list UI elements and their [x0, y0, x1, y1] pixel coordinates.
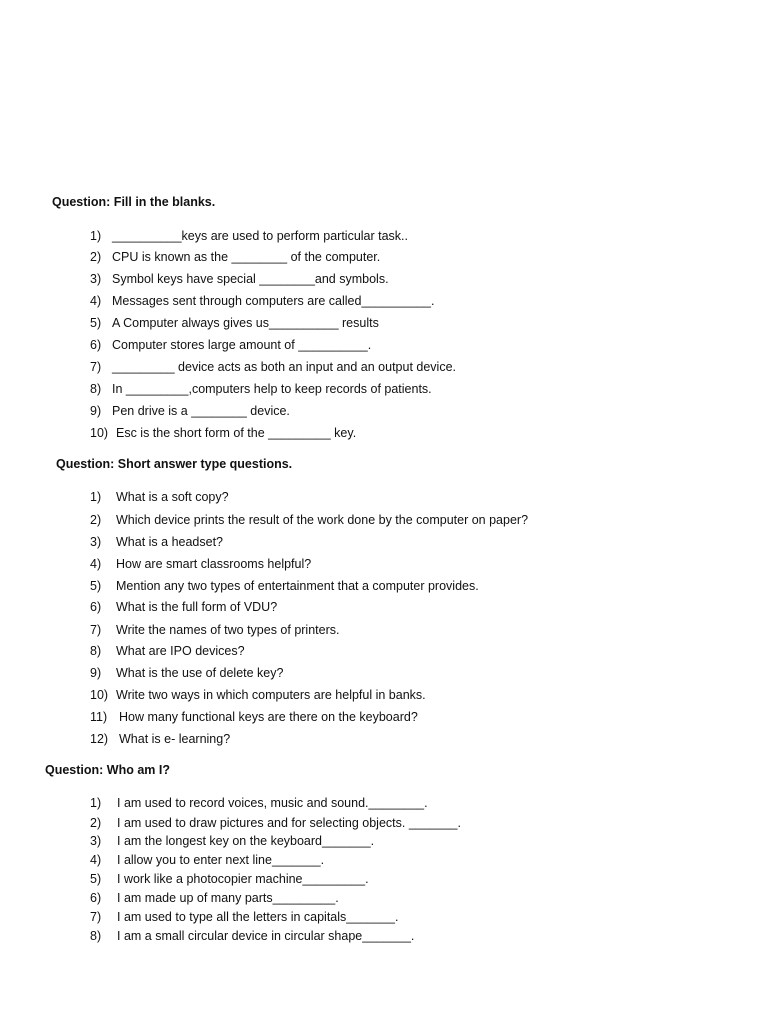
section-heading-who-am-i: Question: Who am I?	[45, 763, 170, 777]
item-number: 9)	[90, 666, 102, 680]
list-item	[90, 577, 479, 595]
list-item	[90, 664, 283, 682]
item-text: What is e- learning?	[119, 732, 231, 746]
item-number: 8)	[90, 929, 102, 943]
list-item	[90, 889, 339, 907]
section-heading-fill-blanks: Question: Fill in the blanks.	[52, 195, 216, 209]
list-item	[90, 794, 428, 812]
list-item	[90, 642, 245, 660]
item-text: Messages sent through computers are called__________.	[112, 294, 435, 308]
item-number: 3)	[90, 272, 102, 286]
item-text: What are IPO devices?	[116, 644, 245, 658]
item-number: 2)	[90, 250, 102, 264]
item-number: 5)	[90, 579, 102, 593]
item-number: 10)	[90, 688, 109, 702]
list-item	[90, 730, 230, 748]
list-item	[90, 511, 528, 529]
item-number: 6)	[90, 338, 102, 352]
item-number: 12)	[90, 732, 109, 746]
item-text: Symbol keys have special ________and symbols.	[112, 272, 389, 286]
list-item	[90, 533, 223, 551]
item-text: I allow you to enter next line_______.	[117, 853, 325, 867]
section-heading-short-answer: Question: Short answer type questions.	[56, 457, 293, 471]
list-item	[90, 402, 290, 420]
item-text: What is a soft copy?	[116, 490, 229, 504]
item-text: In _________,computers help to keep records of patients.	[112, 382, 432, 396]
item-number: 7)	[90, 360, 102, 374]
item-text: I am a small circular device in circular shape_______.	[117, 929, 415, 943]
list-item	[90, 621, 339, 639]
item-text: What is the full form of VDU?	[116, 600, 278, 614]
item-text: CPU is known as the ________ of the computer.	[112, 250, 381, 264]
item-number: 4)	[90, 557, 102, 571]
item-text: How many functional keys are there on the keyboard?	[119, 710, 418, 724]
item-text: A Computer always gives us__________ results	[112, 316, 379, 330]
list-item	[90, 870, 369, 888]
item-text: Mention any two types of entertainment that a computer provides.	[116, 579, 479, 593]
item-number: 9)	[90, 404, 102, 418]
list-item	[90, 314, 379, 332]
list-item	[90, 380, 432, 398]
item-number: 7)	[90, 623, 102, 637]
list-item	[90, 851, 324, 869]
list-item	[90, 927, 414, 945]
item-text: Computer stores large amount of __________.	[112, 338, 372, 352]
item-number: 5)	[90, 872, 102, 886]
list-item	[90, 686, 426, 704]
item-number: 6)	[90, 600, 102, 614]
item-text: Write the names of two types of printers.	[116, 623, 340, 637]
item-number: 2)	[90, 816, 102, 830]
item-text: Write two ways in which computers are helpful in banks.	[116, 688, 426, 702]
item-number: 11)	[90, 710, 108, 724]
item-number: 2)	[90, 513, 102, 527]
list-item	[90, 424, 356, 442]
item-number: 1)	[90, 796, 102, 810]
list-item	[90, 832, 374, 850]
item-number: 4)	[90, 294, 102, 308]
list-item	[90, 248, 380, 266]
item-number: 10)	[90, 426, 109, 440]
item-text: I am used to type all the letters in capitals_______.	[117, 910, 399, 924]
item-text: What is a headset?	[116, 535, 224, 549]
item-text: Esc is the short form of the _________ key.	[116, 426, 357, 440]
item-text: I am used to record voices, music and sound.________.	[117, 796, 428, 810]
item-number: 3)	[90, 535, 102, 549]
list-item	[90, 358, 456, 376]
list-item	[90, 488, 229, 506]
item-number: 6)	[90, 891, 102, 905]
item-number: 4)	[90, 853, 102, 867]
list-item	[90, 292, 434, 310]
list-item	[90, 336, 371, 354]
item-text: Which device prints the result of the work done by the computer on paper?	[116, 513, 529, 527]
item-number: 1)	[90, 490, 102, 504]
list-item	[90, 814, 461, 832]
list-item	[90, 555, 311, 573]
item-text: What is the use of delete key?	[116, 666, 284, 680]
item-text: __________keys are used to perform particular task..	[112, 229, 409, 243]
item-text: I am used to draw pictures and for selecting objects. _______.	[117, 816, 461, 830]
item-number: 8)	[90, 382, 102, 396]
list-item	[90, 227, 408, 245]
item-number: 5)	[90, 316, 102, 330]
item-text: I work like a photocopier machine_________.	[117, 872, 369, 886]
item-number: 3)	[90, 834, 102, 848]
list-item	[90, 598, 277, 616]
item-text: I am the longest key on the keyboard_______.	[117, 834, 375, 848]
item-text: Pen drive is a ________ device.	[112, 404, 290, 418]
list-item	[90, 908, 398, 926]
list-item	[90, 708, 418, 726]
item-text: I am made up of many parts_________.	[117, 891, 339, 905]
item-number: 8)	[90, 644, 102, 658]
list-item	[90, 270, 389, 288]
item-number: 1)	[90, 229, 102, 243]
item-text: How are smart classrooms helpful?	[116, 557, 312, 571]
item-text: _________ device acts as both an input and an output device.	[112, 360, 457, 374]
item-number: 7)	[90, 910, 102, 924]
